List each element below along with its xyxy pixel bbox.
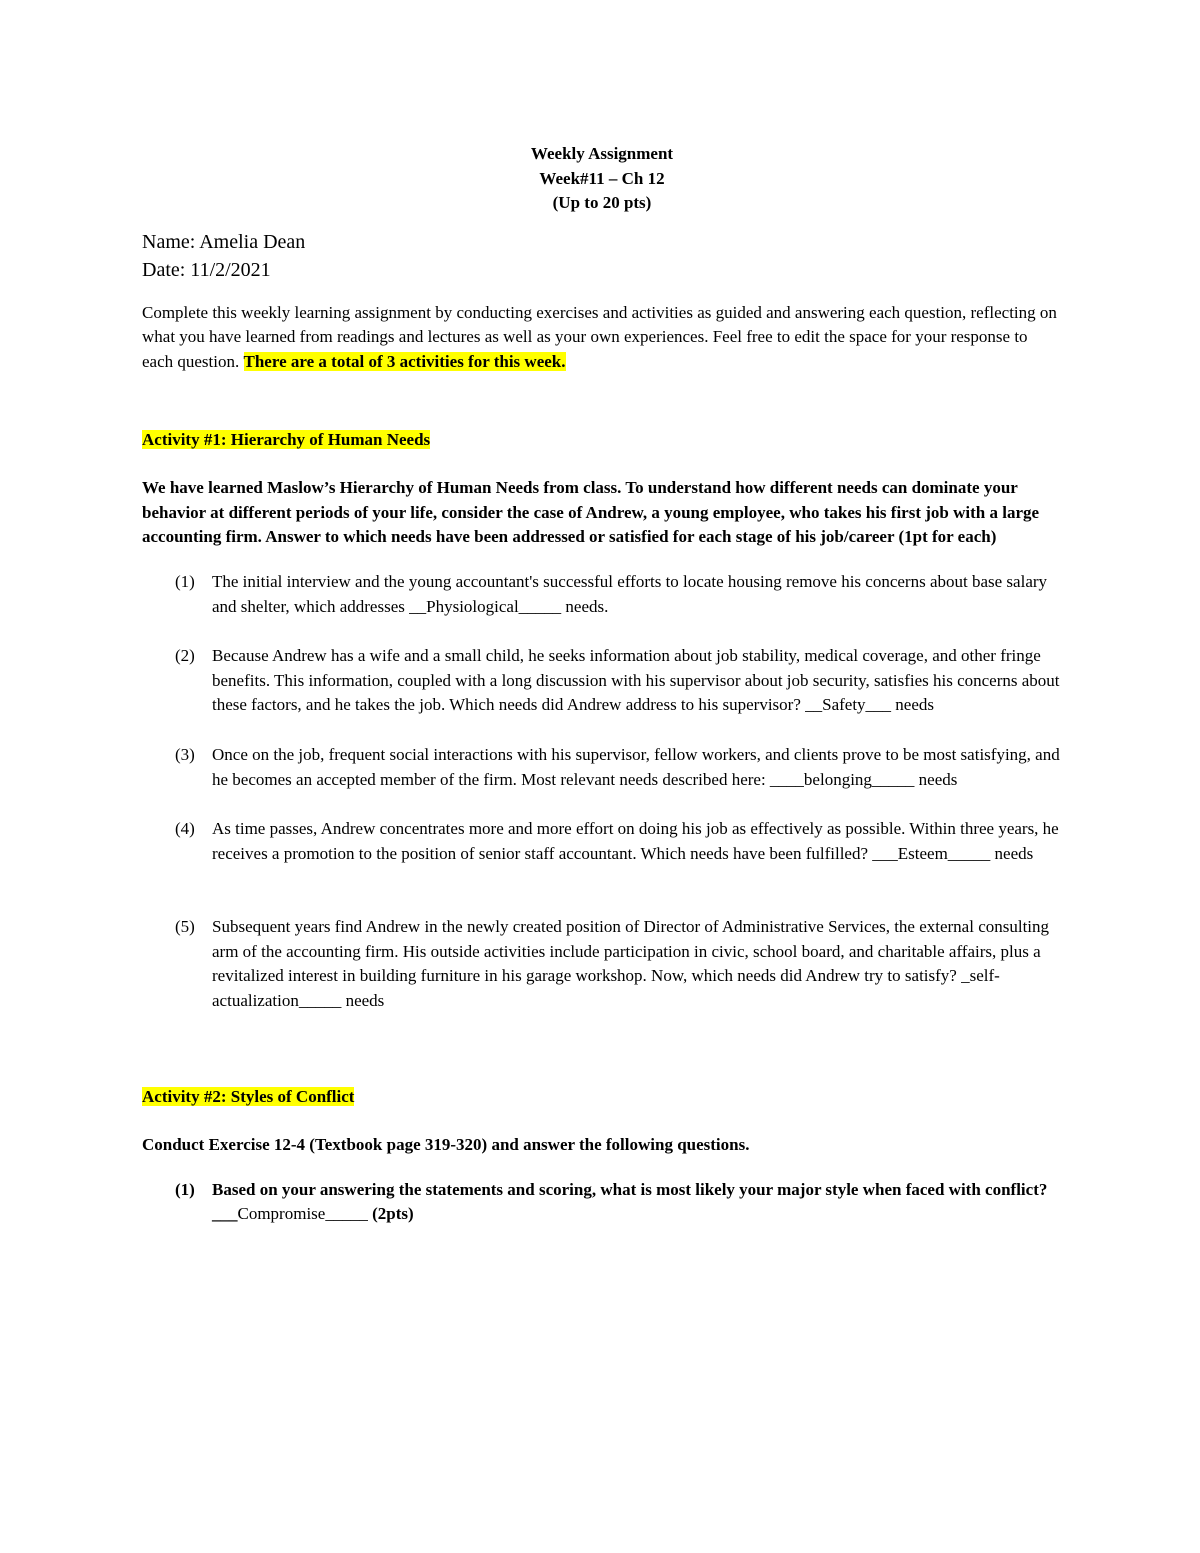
list-item: (3) Once on the job, frequent social interactions with his supervisor, fellow workers, and clients prove to be most satisfying, and he becomes an accepted member of the firm. Most relevant needs described here: ____belonging_____ needs: [175, 744, 1060, 789]
answer-field: Compromise_____: [237, 1204, 368, 1224]
list-item: (5) Subsequent years find Andrew in the newly created position of Director of Administrative Services, the external consulting arm of the accounting firm. His outside activities include participation in civic, school board, and charitable affairs, plus a revitalized interest in building furniture in his garage workshop. Now, which needs did Andrew try to satisfy? _self-actualization_____ needs: [175, 917, 1050, 1011]
document-page: [142, 140, 1062, 1252]
activity1-title: Activity #1: Hierarchy of Human Needs: [142, 429, 431, 449]
activity1-prompt: We have learned Maslow’s Hierarchy of Human Needs from class. To understand how different needs can dominate your behavior at different periods of your life, consider the case of Andrew, a young employee, who takes his first job with a large accounting firm. Answer to which needs have been addressed or satisfied for each stage of his job/career (1pt for each): [142, 478, 1040, 547]
assignment-header: [142, 142, 1062, 216]
list-item: (1) The initial interview and the young accountant's successful efforts to locate housing remove his concerns about base salary and shelter, which addresses __Physiological_____ needs.: [175, 571, 1048, 616]
list-item: (2) Because Andrew has a wife and a small child, he seeks information about job stability, medical coverage, and other fringe benefits. This information, coupled with a long discussion with his supervisor about job security, satisfies his concerns about these factors, and he takes the job. Which needs did Andrew address to his supervisor? __Safety___ needs: [175, 646, 1060, 715]
intro-text: Complete this weekly learning assignment by conducting exercises and activities as guided and answering each question, reflecting on what you have learned from readings and lectures as well as your own experiences. Feel free to edit the space for your response to each question.: [142, 302, 1057, 371]
assignment-points: (Up to 20 pts): [552, 193, 652, 213]
submission-date: Date: 11/2/2021: [142, 258, 271, 281]
assignment-title: Weekly Assignment: [530, 144, 674, 163]
activity2-prompt: Conduct Exercise 12-4 (Textbook page 319-320) and answer the following questions.: [142, 1135, 750, 1155]
student-info: [142, 228, 1062, 284]
activity2-list: [142, 1178, 1062, 1227]
assignment-week: Week#11 – Ch 12: [539, 168, 665, 188]
activity2-title: Activity #2: Styles of Conflict: [142, 1086, 355, 1106]
intro-paragraph: [142, 301, 1062, 375]
student-name: Name: Amelia Dean: [142, 230, 306, 253]
list-item: (4) As time passes, Andrew concentrates more and more effort on doing his job as effectively as possible. Within three years, he receives a promotion to the position of senior staff accountant. Which needs have been fulfilled? ___Esteem_____ needs: [175, 819, 1059, 863]
activity1-list: [142, 570, 1062, 1014]
list-item: (1) Based on your answering the statements and scoring, what is most likely your major style when faced with conflict? ___Compromise_____ (2pts): [175, 1179, 1048, 1224]
intro-highlight: There are a total of 3 activities for this week.: [243, 351, 566, 371]
